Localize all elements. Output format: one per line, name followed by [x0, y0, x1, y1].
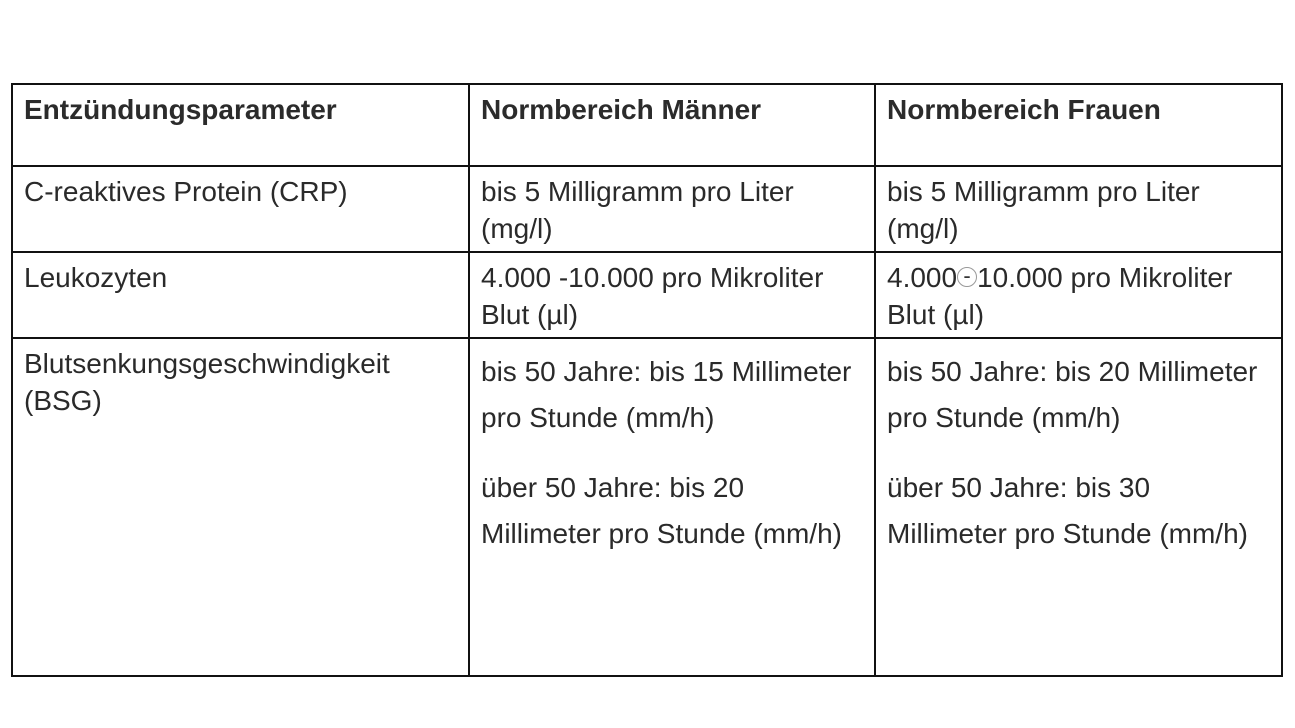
normal-ranges-table-container — [11, 83, 1283, 677]
header-women-range: Normbereich Frauen — [875, 84, 1282, 166]
range-start: 4.000 — [887, 262, 958, 293]
range-over-50: über 50 Jahre: bis 30 Millimeter pro Stunde (mm/h) — [887, 472, 1248, 549]
cell-parameter: Leukozyten — [12, 252, 469, 338]
table-row-leukocytes — [12, 252, 1282, 338]
cell-women-range: bis 5 Milligramm pro Liter (mg/l) — [875, 166, 1282, 252]
table-header-row — [12, 84, 1282, 166]
dash-marker-icon: - — [957, 267, 977, 287]
table-row-crp — [12, 166, 1282, 252]
table-row-esr — [12, 338, 1282, 676]
cell-women-range — [875, 252, 1282, 338]
cell-women-range — [875, 338, 1282, 676]
range-end: 10.000 pro Mikroliter Blut (µl) — [887, 262, 1233, 330]
cell-men-range — [469, 338, 875, 676]
cell-men-range: bis 5 Milligramm pro Liter (mg/l) — [469, 166, 875, 252]
header-parameter: Entzündungsparameter — [12, 84, 469, 166]
cell-parameter: C-reaktives Protein (CRP) — [12, 166, 469, 252]
inflammation-parameters-table — [11, 83, 1283, 677]
range-over-50: über 50 Jahre: bis 20 Millimeter pro Stunde (mm/h) — [481, 472, 842, 549]
range-under-50: bis 50 Jahre: bis 15 Millimeter pro Stunde (mm/h) — [481, 356, 852, 433]
cell-men-range: 4.000 -10.000 pro Mikroliter Blut (µl) — [469, 252, 875, 338]
cell-parameter: Blutsenkungsgeschwindigkeit (BSG) — [12, 338, 469, 676]
range-under-50: bis 50 Jahre: bis 20 Millimeter pro Stunde (mm/h) — [887, 356, 1258, 433]
header-men-range: Normbereich Männer — [469, 84, 875, 166]
